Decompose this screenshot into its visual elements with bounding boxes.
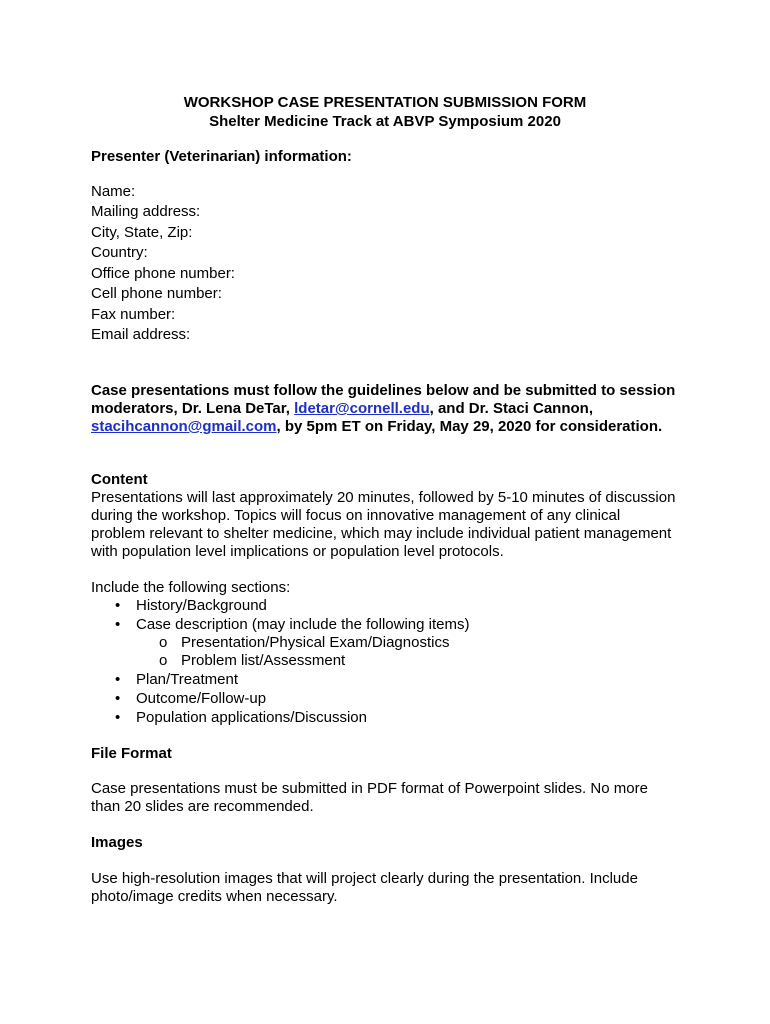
content-para-line-4: with population level implications or population level protocols.: [91, 543, 504, 560]
guidelines-line-3: [91, 418, 662, 436]
form-title: WORKSHOP CASE PRESENTATION SUBMISSION FORM: [183, 94, 587, 111]
content-para-line-1: Presentations will last approximately 20 minutes, followed by 5-10 minutes of discussion: [91, 489, 676, 506]
field-country: Country:: [91, 244, 148, 261]
field-cell-phone: Cell phone number:: [91, 285, 222, 302]
circle-bullet-icon: o: [159, 634, 168, 651]
email-link-stacihcannon[interactable]: stacihcannon@gmail.com: [91, 418, 277, 435]
sub-list-item: [159, 652, 345, 670]
images-para-line-1: Use high-resolution images that will project clearly during the presentation. Include: [91, 870, 638, 887]
list-item-label: Plan/Treatment: [136, 671, 238, 688]
sub-list-item: [159, 634, 449, 652]
circle-bullet-icon: o: [159, 652, 168, 669]
list-item-label: Outcome/Follow-up: [136, 690, 267, 707]
list-item: [115, 690, 266, 708]
sub-list-item-label: Presentation/Physical Exam/Diagnostics: [181, 634, 450, 651]
bullet-icon: •: [115, 709, 121, 726]
guidelines-line-2: [91, 400, 593, 418]
presenter-heading: Presenter (Veterinarian) information:: [91, 148, 352, 165]
field-office-phone: Office phone number:: [91, 265, 235, 282]
list-item: [115, 671, 238, 689]
guidelines-text-a: moderators, Dr. Lena DeTar,: [91, 400, 295, 417]
file-format-para-line-1: Case presentations must be submitted in PDF format of Powerpoint slides. No more: [91, 780, 648, 797]
list-item: [115, 597, 267, 615]
list-item-label: History/Background: [136, 597, 267, 614]
list-item: [115, 709, 367, 727]
images-para-line-2: photo/image credits when necessary.: [91, 888, 338, 905]
bullet-icon: •: [115, 690, 121, 707]
form-subtitle: Shelter Medicine Track at ABVP Symposium 2020: [209, 113, 561, 130]
images-heading: Images: [91, 834, 143, 851]
content-para-line-2: during the workshop. Topics will focus on innovative management of any clinical: [91, 507, 621, 524]
file-format-heading: File Format: [91, 745, 172, 762]
field-name: Name:: [91, 183, 136, 200]
sub-list-item-label: Problem list/Assessment: [181, 652, 346, 669]
guidelines-text-c: , by 5pm ET on Friday, May 29, 2020 for consideration.: [276, 418, 663, 435]
list-item-label: Case description (may include the following items): [136, 616, 470, 633]
list-item-label: Population applications/Discussion: [136, 709, 367, 726]
field-fax: Fax number:: [91, 306, 176, 323]
content-para-line-3: problem relevant to shelter medicine, which may include individual patient management: [91, 525, 672, 542]
bullet-icon: •: [115, 671, 121, 688]
content-heading: Content: [91, 471, 148, 488]
field-mailing-address: Mailing address:: [91, 203, 201, 220]
field-city-state-zip: City, State, Zip:: [91, 224, 193, 241]
bullet-icon: •: [115, 616, 121, 633]
sections-intro: Include the following sections:: [91, 579, 291, 596]
field-email: Email address:: [91, 326, 191, 343]
file-format-para-line-2: than 20 slides are recommended.: [91, 798, 314, 815]
bullet-icon: •: [115, 597, 121, 614]
list-item: [115, 616, 469, 634]
guidelines-line-1: Case presentations must follow the guidelines below and be submitted to session: [91, 382, 676, 399]
guidelines-text-b: , and Dr. Staci Cannon,: [429, 400, 593, 417]
email-link-ldetar[interactable]: ldetar@cornell.edu: [294, 400, 430, 417]
